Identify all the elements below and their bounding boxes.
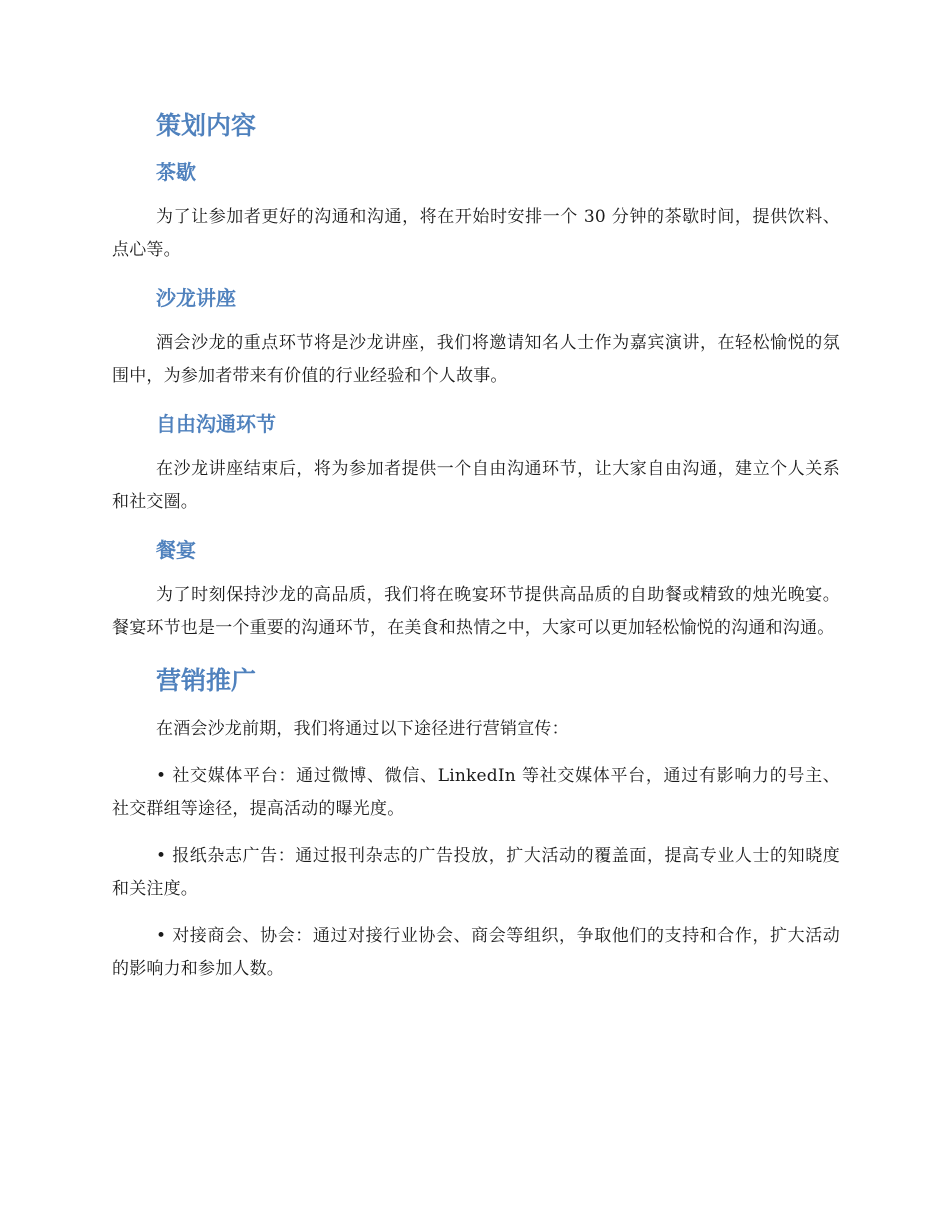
subheading-salon-lecture: 沙龙讲座 bbox=[156, 286, 236, 310]
paragraph-marketing-intro: 在酒会沙龙前期，我们将通过以下途径进行营销宣传： bbox=[156, 719, 569, 739]
subheading-free-communication: 自由沟通环节 bbox=[156, 412, 276, 436]
bullet-newspaper-ads: • 报纸杂志广告：通过报刊杂志的广告投放，扩大活动的覆盖面，提高专业人士的知晓度和关注度。 bbox=[112, 846, 840, 899]
document-page bbox=[112, 100, 840, 986]
subheading-tea-break: 茶歇 bbox=[156, 160, 196, 184]
paragraph-salon-lecture: 酒会沙龙的重点环节将是沙龙讲座，我们将邀请知名人士作为嘉宾演讲，在轻松愉悦的氛围中，为参加者带来有价值的行业经验和个人故事。 bbox=[112, 333, 840, 386]
subheading-dinner: 餐宴 bbox=[156, 538, 196, 562]
section-heading-plan: 策划内容 bbox=[156, 111, 257, 140]
paragraph-dinner: 为了时刻保持沙龙的高品质，我们将在晚宴环节提供高品质的自助餐或精致的烛光晚宴。餐宴环节也是一个重要的沟通环节，在美食和热情之中，大家可以更加轻松愉悦的沟通和沟通。 bbox=[112, 585, 840, 638]
section-heading-marketing: 营销推广 bbox=[156, 666, 257, 695]
bullet-social-media: • 社交媒体平台：通过微博、微信、LinkedIn 等社交媒体平台，通过有影响力的号主、社交群组等途径，提高活动的曝光度。 bbox=[112, 766, 840, 819]
bullet-chambers-associations: • 对接商会、协会：通过对接行业协会、商会等组织，争取他们的支持和合作，扩大活动的影响力和参加人数。 bbox=[112, 926, 840, 979]
paragraph-tea-break: 为了让参加者更好的沟通和沟通，将在开始时安排一个 30 分钟的茶歇时间，提供饮料、点心等。 bbox=[112, 207, 840, 260]
paragraph-free-communication: 在沙龙讲座结束后，将为参加者提供一个自由沟通环节，让大家自由沟通，建立个人关系和社交圈。 bbox=[112, 459, 840, 512]
